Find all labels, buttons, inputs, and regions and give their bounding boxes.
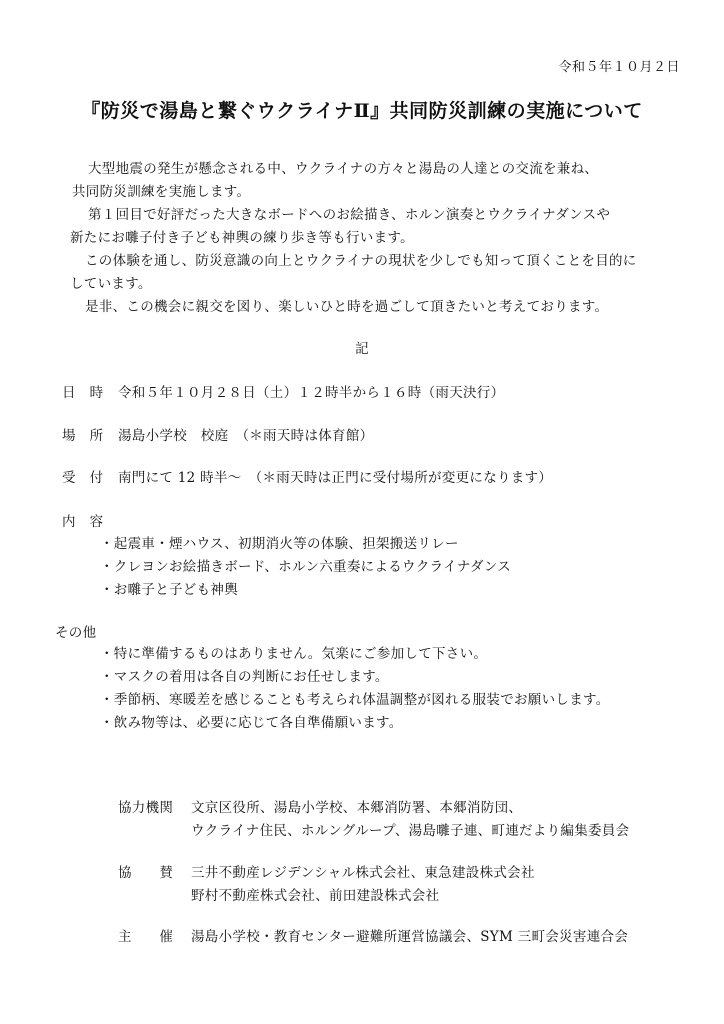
intro-line: 是非、この機会に親交を図り、楽しいひと時を過ごして頂きたいと考えております。	[85, 299, 609, 315]
content-item: ・お囃子と子ども神輿	[100, 582, 238, 598]
reception-label: 受 付	[62, 470, 104, 486]
ki-heading: 記	[355, 341, 369, 357]
organizer-value: 湯島小学校・教育センター避難所運営協議会、SYM 三町会災害連合会	[191, 929, 629, 945]
place-label: 場 所	[62, 428, 104, 444]
cooperation-label: 協力機関	[118, 800, 174, 816]
intro-line: しています。	[70, 276, 152, 292]
content-label: 内 容	[62, 514, 104, 530]
schedule-value: 令和５年１０月２８日（土）１２時半から１６時（雨天決行）	[118, 385, 505, 401]
intro-line: 第１回目で好評だった大きなボードへのお絵描き、ホルン演奏とウクライナダンスや	[88, 207, 611, 223]
document-title: 『防災で湯島と繋ぐウクライナⅡ』共同防災訓練の実施について	[81, 100, 643, 122]
content-item: ・クレヨンお絵描きボード、ホルン六重奏によるウクライナダンス	[100, 559, 512, 575]
intro-line: 大型地震の発生が懸念される中、ウクライナの方々と湯島の人達との交流を兼ね、	[88, 161, 599, 177]
cooperation-line: 文京区役所、湯島小学校、本郷消防署、本郷消防団、	[191, 800, 523, 816]
other-item: ・飲み物等は、必要に応じて各自準備願います。	[100, 715, 403, 731]
intro-line: 共同防災訓練を実施します。	[72, 184, 251, 200]
other-item: ・マスクの着用は各自の判断にお任せします。	[100, 669, 389, 685]
organizer-label: 主 催	[118, 929, 174, 945]
cooperation-line: ウクライナ住民、ホルングループ、湯島囃子連、町連だより編集委員会	[191, 823, 630, 839]
other-label: その他	[55, 625, 97, 641]
content-item: ・起震車・煙ハウス、初期消火等の体験、担架搬送リレー	[100, 536, 459, 552]
document-date: 令和５年１０月２日	[558, 60, 680, 75]
reception-value: 南門にて 12 時半～ （＊雨天時は正門に受付場所が変更になります）	[118, 470, 553, 486]
other-item: ・特に準備するものはありません。気楽にご参加して下さい。	[100, 646, 488, 662]
sponsor-line: 野村不動産株式会社、前田建設株式会社	[191, 888, 440, 904]
other-item: ・季節柄、寒暖差を感じることも考えられ体温調整が図れる服装でお願いします。	[100, 692, 610, 708]
intro-line: この体験を通し、防災意識の向上とウクライナの現状を少しでも知って頂くことを目的に	[85, 253, 637, 269]
schedule-label: 日 時	[62, 385, 104, 401]
sponsor-line: 三井不動産レジデンシャル株式会社、東急建設株式会社	[191, 865, 535, 881]
sponsor-label: 協 賛	[118, 865, 174, 881]
place-value: 湯島小学校 校庭 （＊雨天時は体育館）	[118, 428, 374, 444]
intro-line: 新たにお囃子付き子ども神輿の練り歩き等も行います。	[70, 230, 414, 246]
